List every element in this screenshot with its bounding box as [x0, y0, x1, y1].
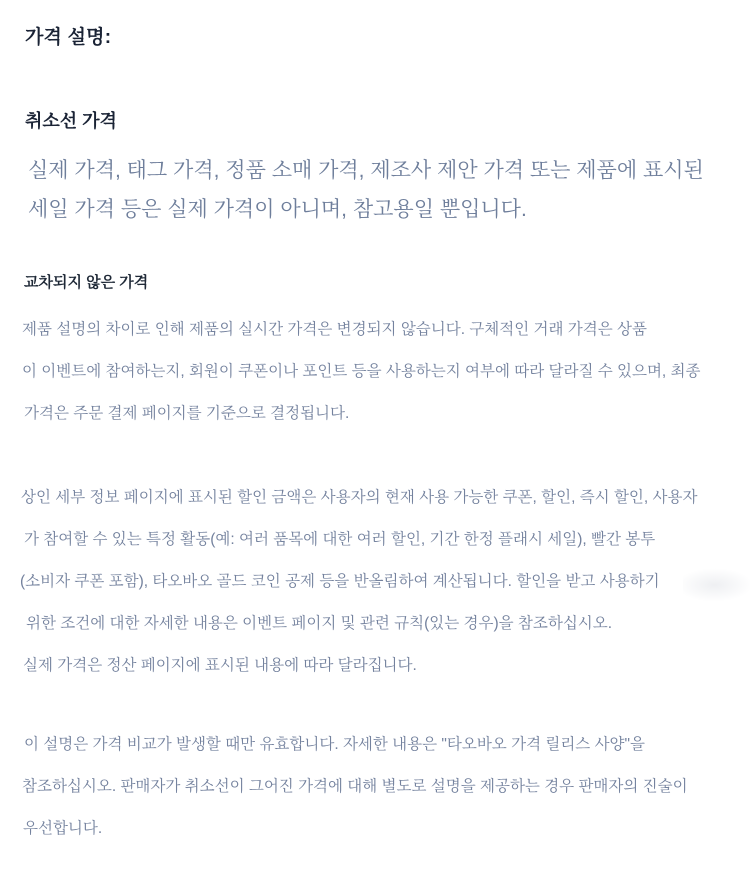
- lead-paragraph-line: 세일 가격 등은 실제 가격이 아니며, 참고용일 뿐입니다.: [28, 198, 527, 221]
- paragraph-line: 가격은 주문 결제 페이지를 기준으로 결정됩니다.: [24, 405, 350, 422]
- paragraph-line: 이 설명은 가격 비교가 발생할 때만 유효합니다. 자세한 내용은 "타오바오 가격 릴리스 사양"을: [24, 736, 645, 753]
- paragraph-line: 실제 가격은 정산 페이지에 표시된 내용에 따라 달라집니다.: [23, 657, 417, 674]
- uncrossed-price-heading: 교차되지 않은 가격: [24, 274, 149, 291]
- paragraph-line: 제품 설명의 차이로 인해 제품의 실시간 가격은 변경되지 않습니다. 구체적인 거래 가격은 상품: [22, 321, 647, 338]
- uncrossed-price-paragraph-2: [0, 477, 750, 687]
- page-title: 가격 설명:: [25, 27, 112, 48]
- paragraph-line: 우선합니다.: [23, 820, 103, 837]
- paragraph-line: 이 이벤트에 참여하는지, 회원이 쿠폰이나 포인트 등을 사용하는지 여부에 따라 달라질 수 있으며, 최종: [22, 363, 701, 380]
- paragraph-line: (소비자 쿠폰 포함), 타오바오 골드 코인 공제 등을 반올림하여 계산됩니다. 할인을 받고 사용하기: [20, 573, 660, 590]
- paragraph-line: 참조하십시오. 판매자가 취소선이 그어진 가격에 대해 별도로 설명을 제공하는 경우 판매자의 진술이: [22, 778, 688, 795]
- paragraph-line: 상인 세부 정보 페이지에 표시된 할인 금액은 사용자의 현재 사용 가능한 쿠폰, 할인, 즉시 할인, 사용자: [21, 489, 698, 506]
- strikethrough-price-heading: 취소선 가격: [25, 111, 117, 131]
- paragraph-line: 위한 조건에 대한 자세한 내용은 이벤트 페이지 및 관련 규칙(있는 경우)을 참조하십시오.: [26, 615, 613, 632]
- uncrossed-price-paragraph-1: [0, 309, 750, 435]
- strikethrough-price-lead-paragraph: [0, 151, 750, 229]
- uncrossed-price-paragraph-3: [0, 724, 750, 850]
- lead-paragraph-line: 실제 가격, 태그 가격, 정품 소매 가격, 제조사 제안 가격 또는 제품에 표시된: [28, 159, 704, 182]
- paragraph-line: 가 참여할 수 있는 특정 활동(예: 여러 품목에 대한 여러 할인, 기간 한정 플래시 세일), 빨간 봉투: [24, 531, 656, 548]
